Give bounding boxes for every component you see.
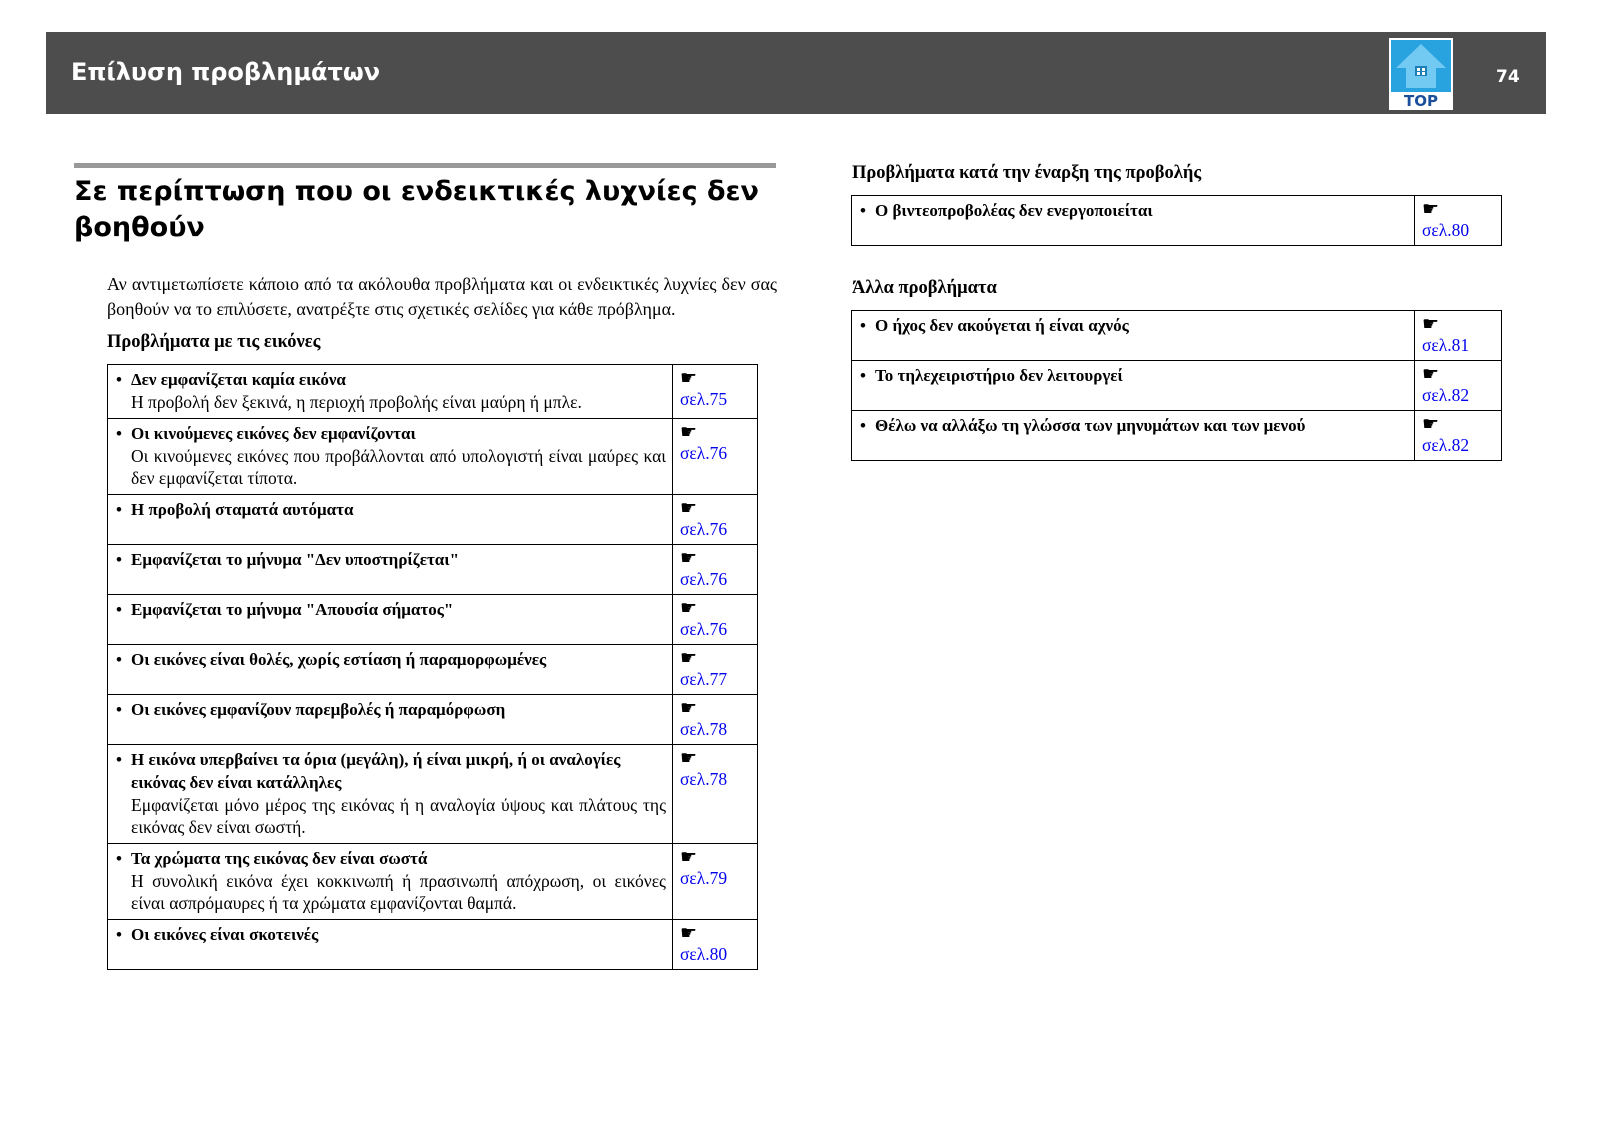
pointing-hand-icon: ☛	[680, 546, 698, 569]
problem-cell	[852, 411, 1415, 461]
pointing-hand-icon: ☛	[1422, 363, 1440, 385]
problem-row	[108, 744, 758, 843]
reference-cell	[673, 494, 758, 544]
pointing-hand-icon: ☛	[680, 921, 698, 944]
page-reference-link[interactable]: σελ.76	[680, 568, 728, 589]
image-problems-heading: Προβλήματα με τις εικόνες	[107, 332, 321, 352]
problem-title: • Η εικόνα υπερβαίνει τα όρια (μεγάλη), ή είναι μικρή, ή οι αναλογίες εικόνας δεν είναι κατάλληλες	[116, 748, 666, 794]
problem-row	[108, 919, 758, 969]
pointing-hand-icon: ☛	[680, 696, 698, 719]
problem-title: • Δεν εμφανίζεται καμία εικόνα	[116, 368, 666, 391]
reference-cell	[673, 365, 758, 419]
problem-description: Οι κινούμενες εικόνες που προβάλλονται από υπολογιστή είναι μαύρες και δεν εμφανίζεται τίποτα.	[131, 445, 666, 488]
problem-row	[852, 361, 1502, 411]
pointing-hand-icon: ☛	[1422, 198, 1440, 220]
section-title: Σε περίπτωση που οι ενδεικτικές λυχνίες δεν βοηθούν	[74, 176, 759, 243]
problem-title: • Θέλω να αλλάξω τη γλώσσα των μηνυμάτων και των μενού	[860, 414, 1408, 437]
problem-row	[852, 311, 1502, 361]
page-header	[46, 32, 1546, 114]
problem-row	[108, 843, 758, 919]
reference-cell	[1415, 196, 1502, 246]
problem-title: • Το τηλεχειριστήριο δεν λειτουργεί	[860, 364, 1408, 387]
pointing-hand-icon: ☛	[680, 496, 698, 519]
intro-paragraph: Αν αντιμετωπίσετε κάποιο από τα ακόλουθα προβλήματα και οι ενδεικτικές λυχνίες δεν σας βοηθούν να το επιλύσετε, ανατρέξτε στις σχετικές σελίδες για κάθε πρόβλημα.	[107, 274, 777, 319]
problem-title: • Τα χρώματα της εικόνας δεν είναι σωστά	[116, 847, 666, 870]
problem-cell	[108, 644, 673, 694]
problem-row	[108, 494, 758, 544]
page-reference-link[interactable]: σελ.77	[680, 668, 728, 689]
image-problems-table	[107, 364, 758, 970]
problem-cell	[108, 843, 673, 919]
page-reference-link[interactable]: σελ.81	[1422, 335, 1470, 355]
reference-cell	[673, 694, 758, 744]
problem-row	[852, 411, 1502, 461]
problem-cell	[852, 196, 1415, 246]
page-reference-link[interactable]: σελ.75	[680, 389, 728, 409]
problem-row	[108, 544, 758, 594]
projector-icon	[1389, 38, 1453, 110]
pointing-hand-icon: ☛	[680, 596, 698, 619]
problem-row	[108, 418, 758, 494]
problem-row	[108, 644, 758, 694]
problem-row	[852, 196, 1502, 246]
problem-row	[108, 365, 758, 419]
page-number: 74	[1496, 67, 1520, 87]
problem-cell	[108, 744, 673, 843]
problem-description: Η συνολική εικόνα έχει κοκκινωπή ή πρασινωπή απόχρωση, οι εικόνες είναι ασπρόμαυρες ή τα χρώματα εμφανίζονται θαμπά.	[131, 870, 666, 913]
problem-cell	[108, 694, 673, 744]
right-column	[851, 163, 1502, 461]
top-button[interactable]	[1389, 38, 1453, 110]
problem-row	[108, 594, 758, 644]
reference-cell	[1415, 411, 1502, 461]
page-reference-link[interactable]: σελ.82	[1422, 385, 1470, 405]
problem-cell	[108, 418, 673, 494]
problem-cell	[108, 494, 673, 544]
problem-description: Εμφανίζεται μόνο μέρος της εικόνας ή η αναλογία ύψους και πλάτους της εικόνας δεν είναι σωστή.	[131, 794, 666, 837]
section-rule	[74, 163, 776, 168]
problem-title: • Η προβολή σταματά αυτόματα	[116, 498, 666, 521]
problem-cell	[108, 544, 673, 594]
page-reference-link[interactable]: σελ.80	[1422, 220, 1470, 240]
other-problems-heading: Άλλα προβλήματα	[852, 278, 997, 298]
startup-problems-table	[851, 195, 1502, 246]
problem-title: • Ο βιντεοπροβολέας δεν ενεργοποιείται	[860, 199, 1408, 222]
pointing-hand-icon: ☛	[680, 367, 698, 389]
problem-cell	[108, 594, 673, 644]
reference-cell	[1415, 361, 1502, 411]
problem-cell	[852, 311, 1415, 361]
reference-cell	[1415, 311, 1502, 361]
pointing-hand-icon: ☛	[1422, 313, 1440, 335]
page-reference-link[interactable]: σελ.76	[680, 618, 728, 639]
pointing-hand-icon: ☛	[680, 845, 698, 868]
pointing-hand-icon: ☛	[680, 646, 698, 669]
startup-problems-heading: Προβλήματα κατά την έναρξη της προβολής	[852, 163, 1202, 183]
problem-cell	[108, 365, 673, 419]
reference-cell	[673, 843, 758, 919]
page-reference-link[interactable]: σελ.79	[680, 867, 728, 888]
page-reference-link[interactable]: σελ.78	[680, 718, 728, 739]
page-reference-link[interactable]: σελ.76	[680, 442, 728, 463]
page-reference-link[interactable]: σελ.82	[1422, 435, 1470, 455]
problem-title: • Οι εικόνες εμφανίζουν παρεμβολές ή παραμόρφωση	[116, 698, 666, 721]
problem-row	[108, 694, 758, 744]
pointing-hand-icon: ☛	[680, 420, 698, 443]
chapter-title: Επίλυση προβλημάτων	[71, 58, 381, 86]
reference-cell	[673, 919, 758, 969]
problem-description: Η προβολή δεν ξεκινά, η περιοχή προβολής είναι μαύρη ή μπλε.	[131, 392, 582, 412]
reference-cell	[673, 544, 758, 594]
left-column	[74, 163, 776, 970]
top-button-label: TOP	[1404, 92, 1438, 110]
pointing-hand-icon: ☛	[1422, 413, 1440, 435]
reference-cell	[673, 644, 758, 694]
pointing-hand-icon: ☛	[680, 746, 698, 769]
problem-title: • Εμφανίζεται το μήνυμα "Δεν υποστηρίζεται"	[116, 548, 666, 571]
problem-title: • Οι εικόνες είναι θολές, χωρίς εστίαση ή παραμορφωμένες	[116, 648, 666, 671]
problem-title: • Οι κινούμενες εικόνες δεν εμφανίζονται	[116, 422, 666, 445]
page-reference-link[interactable]: σελ.78	[680, 768, 728, 789]
page-reference-link[interactable]: σελ.80	[680, 943, 728, 964]
problem-title: • Οι εικόνες είναι σκοτεινές	[116, 923, 666, 946]
problem-title: • Ο ήχος δεν ακούγεται ή είναι αχνός	[860, 314, 1408, 337]
reference-cell	[673, 418, 758, 494]
problem-cell	[108, 919, 673, 969]
problem-title: • Εμφανίζεται το μήνυμα "Απουσία σήματος"	[116, 598, 666, 621]
page-reference-link[interactable]: σελ.76	[680, 518, 728, 539]
reference-cell	[673, 744, 758, 843]
reference-cell	[673, 594, 758, 644]
problem-cell	[852, 361, 1415, 411]
other-problems-table	[851, 310, 1502, 461]
